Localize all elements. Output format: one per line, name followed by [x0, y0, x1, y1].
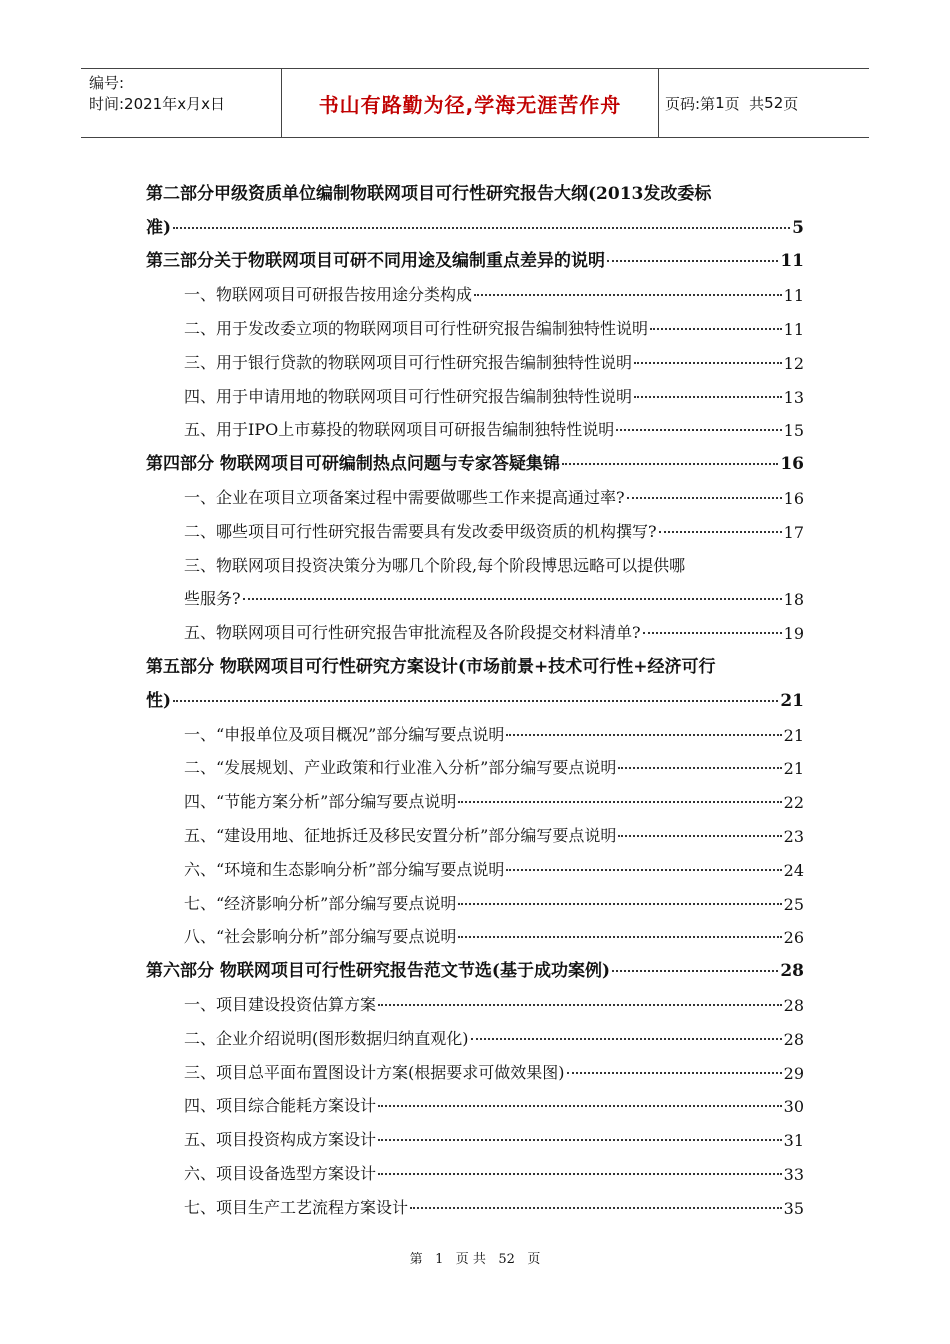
toc-page-number: 21 [783, 759, 804, 779]
toc-subsection-entry[interactable] [146, 914, 804, 948]
toc-subsection-entry[interactable] [146, 778, 804, 812]
toc-entry-row [184, 812, 804, 846]
footer-total-pages: 52 [498, 1252, 515, 1267]
toc-subsection-entry[interactable] [146, 1083, 804, 1117]
toc-subsection-entry[interactable] [146, 1015, 804, 1049]
header-page-mid: 页 共 [724, 94, 765, 113]
toc-dot-leader [474, 294, 782, 296]
toc-dot-leader [562, 463, 778, 465]
toc-subsection-entry[interactable] [146, 880, 804, 914]
toc-page-number: 11 [780, 251, 804, 272]
toc-section-entry[interactable] [146, 440, 804, 474]
document-number-label: 编号: [89, 74, 125, 92]
toc-entry-title: 一、企业在项目立项备案过程中需要做哪些工作来提高通过率? [184, 487, 625, 507]
toc-page-number: 25 [783, 894, 804, 914]
toc-entry-title: 二、哪些项目可行性研究报告需要具有发改委甲级资质的机构撰写? [184, 521, 657, 541]
toc-subsection-entry[interactable] [146, 1116, 804, 1150]
toc-page-number: 22 [783, 793, 804, 813]
toc-dot-leader [173, 700, 778, 702]
toc-dot-leader [378, 1139, 782, 1141]
toc-entry-title: 五、“建设用地、征地拆迁及移民安置分析”部分编写要点说明 [184, 825, 617, 845]
toc-entry-row [184, 305, 804, 339]
header-meta [89, 73, 279, 115]
toc-entry-row [184, 474, 804, 508]
toc-entry-row [184, 745, 804, 779]
toc-entry-title: 六、“环境和生态影响分析”部分编写要点说明 [184, 859, 505, 879]
header-page-prefix: 页码:第 [665, 94, 716, 113]
toc-page-number: 16 [780, 454, 804, 475]
toc-dot-leader [378, 1004, 782, 1006]
toc-entry-row [184, 1150, 804, 1184]
toc-dot-leader [650, 328, 782, 330]
table-of-contents [146, 170, 804, 1218]
toc-subsection-entry[interactable] [146, 1049, 804, 1083]
toc-entry-row [184, 271, 804, 305]
toc-subsection-entry[interactable] [146, 271, 804, 305]
toc-page-number: 24 [783, 860, 804, 880]
toc-page-number: 28 [780, 961, 804, 982]
toc-subsection-entry[interactable] [146, 711, 804, 745]
toc-entry-title: 第六部分 物联网项目可行性研究报告范文节选(基于成功案例) [146, 961, 611, 982]
toc-entry-title: 第三部分关于物联网项目可研不同用途及编制重点差异的说明 [146, 251, 605, 272]
toc-subsection-entry[interactable] [146, 407, 804, 441]
header-motto: 书山有路勤为径,学海无涯苦作舟 [281, 69, 659, 137]
toc-subsection-entry[interactable] [146, 305, 804, 339]
toc-subsection-entry[interactable] [146, 609, 804, 643]
toc-entry-title: 七、项目生产工艺流程方案设计 [184, 1197, 409, 1217]
toc-entry-title: 一、物联网项目可研报告按用途分类构成 [184, 285, 473, 305]
header-page-info [665, 69, 798, 137]
toc-entry-row [146, 238, 804, 272]
toc-entry-title: 六、项目设备选型方案设计 [184, 1163, 377, 1183]
toc-dot-leader [506, 734, 781, 736]
toc-subsection-entry[interactable] [146, 1150, 804, 1184]
toc-dot-leader [627, 497, 782, 499]
toc-dot-leader [243, 598, 782, 600]
toc-entry-row [184, 407, 804, 441]
footer-current-page: 1 [435, 1252, 444, 1267]
toc-entry-row [184, 609, 804, 643]
toc-page-number: 21 [783, 725, 804, 745]
toc-entry-row [146, 204, 804, 238]
toc-page-number: 35 [783, 1198, 804, 1218]
page-header [81, 68, 869, 138]
toc-subsection-entry[interactable] [146, 846, 804, 880]
toc-page-number: 23 [783, 826, 804, 846]
toc-page-number: 5 [792, 217, 804, 238]
toc-subsection-entry[interactable] [146, 474, 804, 508]
toc-entry-row [184, 576, 804, 610]
toc-entry-row [146, 947, 804, 981]
toc-entry-title: 一、“申报单位及项目概况”部分编写要点说明 [184, 724, 505, 744]
header-page-current: 1 [715, 94, 725, 112]
toc-entry-title: 第四部分 物联网项目可研编制热点问题与专家答疑集锦 [146, 454, 560, 475]
toc-entry-title: 性) [146, 690, 172, 711]
toc-page-number: 18 [783, 590, 804, 610]
toc-entry-title-line1: 第五部分 物联网项目可行性研究方案设计(市场前景+技术可行性+经济可行 [146, 656, 716, 677]
toc-dot-leader [612, 970, 778, 972]
toc-page-number: 21 [780, 690, 804, 711]
toc-entry-row [146, 677, 804, 711]
toc-entry-row [184, 711, 804, 745]
toc-entry-title: 一、项目建设投资估算方案 [184, 994, 377, 1014]
toc-page-number: 17 [783, 522, 804, 542]
toc-dot-leader [458, 903, 781, 905]
header-page-suffix: 页 [783, 94, 799, 113]
toc-entry-title: 些服务? [184, 589, 241, 609]
toc-entry-title: 二、企业介绍说明(图形数据归纳直观化) [184, 1028, 469, 1048]
toc-page-number: 13 [783, 387, 804, 407]
toc-entry-row [184, 1184, 804, 1218]
page-footer [0, 1248, 950, 1267]
toc-entry-row [184, 981, 804, 1015]
toc-dot-leader [173, 227, 790, 229]
toc-dot-leader [378, 1105, 782, 1107]
toc-entry-title: 三、用于银行贷款的物联网项目可行性研究报告编制独特性说明 [184, 352, 633, 372]
toc-section-entry[interactable] [146, 170, 804, 238]
footer-suffix: 页 [527, 1252, 541, 1267]
toc-subsection-entry[interactable] [146, 981, 804, 1015]
toc-dot-leader [634, 362, 782, 364]
toc-dot-leader [607, 260, 778, 262]
toc-entry-title: 五、物联网项目可行性研究报告审批流程及各阶段提交材料清单? [184, 623, 641, 643]
footer-mid: 页 共 [455, 1252, 486, 1267]
toc-page-number: 16 [783, 488, 804, 508]
toc-entry-row [146, 440, 804, 474]
toc-dot-leader [458, 936, 781, 938]
toc-entry-row [184, 1116, 804, 1150]
toc-entry-row [184, 373, 804, 407]
toc-dot-leader [471, 1038, 782, 1040]
toc-dot-leader [618, 835, 781, 837]
toc-section-entry[interactable] [146, 947, 804, 981]
toc-subsection-entry[interactable] [146, 542, 804, 610]
toc-page-number: 12 [783, 353, 804, 373]
toc-dot-leader [506, 869, 781, 871]
toc-page-number: 33 [783, 1164, 804, 1184]
toc-page-number: 28 [783, 995, 804, 1015]
toc-subsection-entry[interactable] [146, 812, 804, 846]
toc-dot-leader [567, 1072, 782, 1074]
toc-subsection-entry[interactable] [146, 1184, 804, 1218]
toc-entry-row [184, 1083, 804, 1117]
toc-entry-row [184, 339, 804, 373]
toc-entry-row [184, 846, 804, 880]
toc-entry-title: 四、“节能方案分析”部分编写要点说明 [184, 792, 457, 812]
toc-entry-title: 二、“发展规划、产业政策和行业准入分析”部分编写要点说明 [184, 758, 617, 778]
toc-entry-row [184, 880, 804, 914]
toc-entry-title: 三、项目总平面布置图设计方案(根据要求可做效果图) [184, 1062, 565, 1082]
toc-page-number: 19 [783, 624, 804, 644]
footer-prefix: 第 [409, 1252, 423, 1267]
toc-page-number: 30 [783, 1097, 804, 1117]
toc-page-number: 26 [783, 928, 804, 948]
toc-page-number: 11 [783, 319, 804, 339]
toc-dot-leader [616, 429, 781, 431]
toc-page-number: 11 [783, 286, 804, 306]
header-page-total: 52 [764, 94, 784, 112]
toc-entry-title: 准) [146, 217, 172, 238]
toc-entry-title-line1: 三、物联网项目投资决策分为哪几个阶段,每个阶段博思远略可以提供哪 [184, 555, 686, 575]
toc-subsection-entry[interactable] [146, 373, 804, 407]
toc-subsection-entry[interactable] [146, 508, 804, 542]
toc-subsection-entry[interactable] [146, 339, 804, 373]
toc-entry-row [184, 1049, 804, 1083]
toc-entry-row [184, 778, 804, 812]
toc-entry-title: 四、用于申请用地的物联网项目可行性研究报告编制独特性说明 [184, 386, 633, 406]
toc-entry-title: 五、用于IPO上市募投的物联网项目可研报告编制独特性说明 [184, 420, 615, 440]
toc-entry-row [184, 914, 804, 948]
toc-dot-leader [618, 767, 781, 769]
toc-dot-leader [659, 531, 782, 533]
toc-subsection-entry[interactable] [146, 745, 804, 779]
toc-page-number: 29 [783, 1063, 804, 1083]
toc-page-number: 31 [783, 1131, 804, 1151]
toc-page-number: 15 [783, 421, 804, 441]
toc-entry-title: 八、“社会影响分析”部分编写要点说明 [184, 927, 457, 947]
toc-section-entry[interactable] [146, 643, 804, 711]
toc-dot-leader [378, 1173, 782, 1175]
toc-entry-title: 五、项目投资构成方案设计 [184, 1130, 377, 1150]
toc-entry-title: 四、项目综合能耗方案设计 [184, 1096, 377, 1116]
toc-entry-title-line1: 第二部分甲级资质单位编制物联网项目可行性研究报告大纲(2013发改委标 [146, 183, 712, 204]
toc-dot-leader [634, 396, 782, 398]
toc-entry-row [184, 508, 804, 542]
toc-dot-leader [458, 801, 781, 803]
toc-dot-leader [410, 1207, 782, 1209]
toc-section-entry[interactable] [146, 238, 804, 272]
toc-page-number: 28 [783, 1029, 804, 1049]
toc-entry-row [184, 1015, 804, 1049]
toc-entry-title: 七、“经济影响分析”部分编写要点说明 [184, 893, 457, 913]
toc-dot-leader [643, 632, 782, 634]
toc-entry-title: 二、用于发改委立项的物联网项目可行性研究报告编制独特性说明 [184, 318, 649, 338]
document-date: 时间:2021年x月x日 [89, 95, 225, 113]
